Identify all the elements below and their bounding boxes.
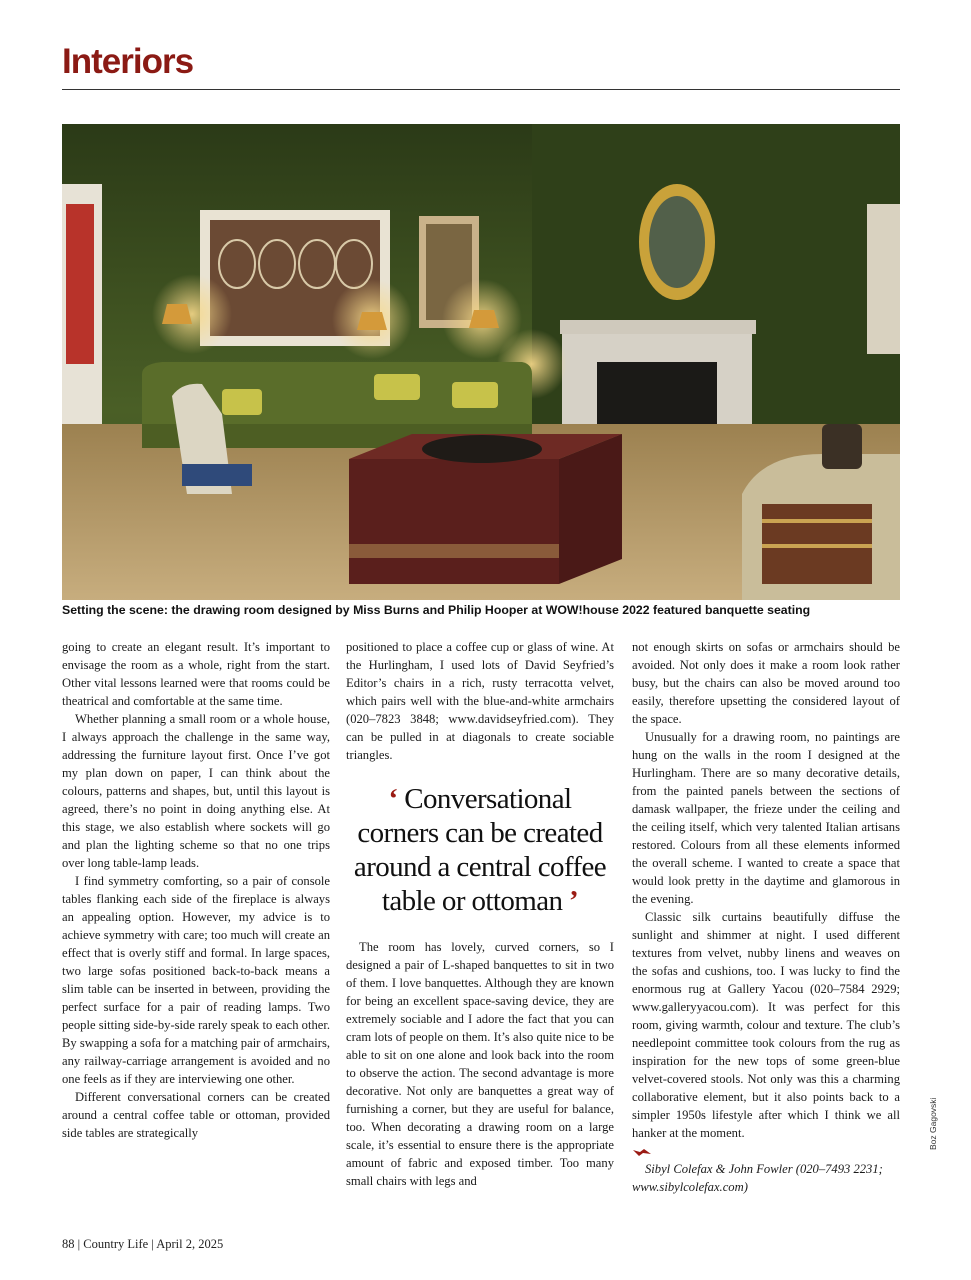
paragraph: Different conversational corners can be created around a central coffee table or ottoman, provided side tables are strategically: [62, 1090, 330, 1140]
drawing-room-photo: [62, 124, 900, 600]
photo-caption: Setting the scene: the drawing room designed by Miss Burns and Philip Hooper at WOW!house 2022 featured banquette seating: [62, 603, 811, 617]
article-column-1: [62, 638, 330, 1142]
paragraph: not enough skirts on sofas or armchairs should be avoided. Not only does it make a room look rather busy, but the chairs can also be moved around too easily, therefore upsetting the considered layout of the space.: [632, 640, 900, 726]
article-column-3: [632, 638, 900, 1196]
header-rule: [62, 89, 900, 90]
section-title: Interiors: [62, 42, 194, 81]
end-mark-line: [632, 1142, 900, 1160]
close-quote-mark: ’: [569, 885, 579, 917]
article-column-2: [346, 638, 614, 1190]
paragraph: Whether planning a small room or a whole house, I always approach the challenge in the same way, addressing the furniture layout first. Once I’ve got my plan down on paper, I can think about the colours, patterns and shapes, but, until this layout is agreed, there’s no point in doing anything else. At this stage, we also establish where sockets will go and plan the lighting scheme so that no one trips over long table-lamp leads.: [62, 712, 330, 870]
paragraph: going to create an elegant result. It’s important to envisage the room as a whole, right from the start. Other vital lessons learned were that rooms could be theatrical and comfortable at the same time.: [62, 640, 330, 708]
end-mark-icon: [632, 1147, 652, 1157]
credit-line: Sibyl Colefax & John Fowler (020–7493 2231; www.sibylcolefax.com): [632, 1162, 883, 1194]
paragraph: positioned to place a coffee cup or glass of wine. At the Hurlingham, I used lots of David Seyfried’s Editor’s chairs in a rich, rusty terracotta velvet, which pairs well with the blue-and-white armchairs (020–7823 3848; www.davidseyfried.com). They can be pulled in at diagonals to create sociable triangles.: [346, 640, 614, 762]
paragraph: The room has lovely, curved corners, so I designed a pair of L-shaped banquettes to sit in two of them. I love banquettes. Although they are known for being an excellent space-saving device, they are extremely sociable and I adore the fact that you can cram lots of people on them. It’s also quite nice to be able to sit on one alone and look back into the room to observe the action. The second advantage is more decorative. Not only are banquettes a great way of furnishing a corner, but they are useful for balance, too. When decorating a drawing room on a large scale, it’s essential to ensure there is the appropriate amount of fabric and exposed timber. Too many small chairs with legs and: [346, 940, 614, 1188]
page-folio: 88 | Country Life | April 2, 2025: [62, 1237, 224, 1251]
paragraph: I find symmetry comforting, so a pair of console tables flanking each side of the fireplace is always an appealing option. However, my advice is to achieve symmetry with care; too much will create an effect that is overly stiff and formal. In large spaces, two large sofas positioned back-to-back means a slim table can be inserted in between, providing the perfect surface for a pair of reading lamps. Two people sitting side-by-side rarely speak to each other. By swapping a sofa for a matching pair of armchairs, any railway-carriage arrangement is avoided and no one feels as if they are interviewing one other.: [62, 874, 330, 1086]
pull-quote-text: Conversational corners can be created around a central coffee table or ottoman: [353, 783, 607, 917]
paragraph: Unusually for a drawing room, no paintings are hung on the walls in the room I designed at the Hurlingham. There are so many decorative details, from the painted panels between the sections of damask wallpaper, the frieze under the ceiling and the ceiling itself, which very talented Italian artisans restored. Colours from all these elements informed the overall scheme. I wanted to create a space that would look pretty in the daytime and glamorous in the evening.: [632, 730, 900, 906]
open-quote-mark: ‘: [388, 783, 398, 815]
photo-credit: Boz Gagovski: [928, 1097, 938, 1150]
pull-quote: [346, 782, 614, 918]
paragraph: Classic silk curtains beautifully diffuse the sunlight and shimmer at night. I used different textures from velvet, nubby linens and weaves on the sofas and cushions, too. I was lucky to find the enormous rug at Gallery Yacou (020–7584 2929; www.galleryyacou.com). It was perfect for this room, giving warmth, colour and texture. The club’s needlepoint committee took colours from the rug as inspiration for the new tops of some green-blue velvet-covered stools. Not only was this a charming collaborative element, but it also points back to a simpler 1950s lifestyle after which I think we all hanker at the moment.: [632, 910, 900, 1140]
